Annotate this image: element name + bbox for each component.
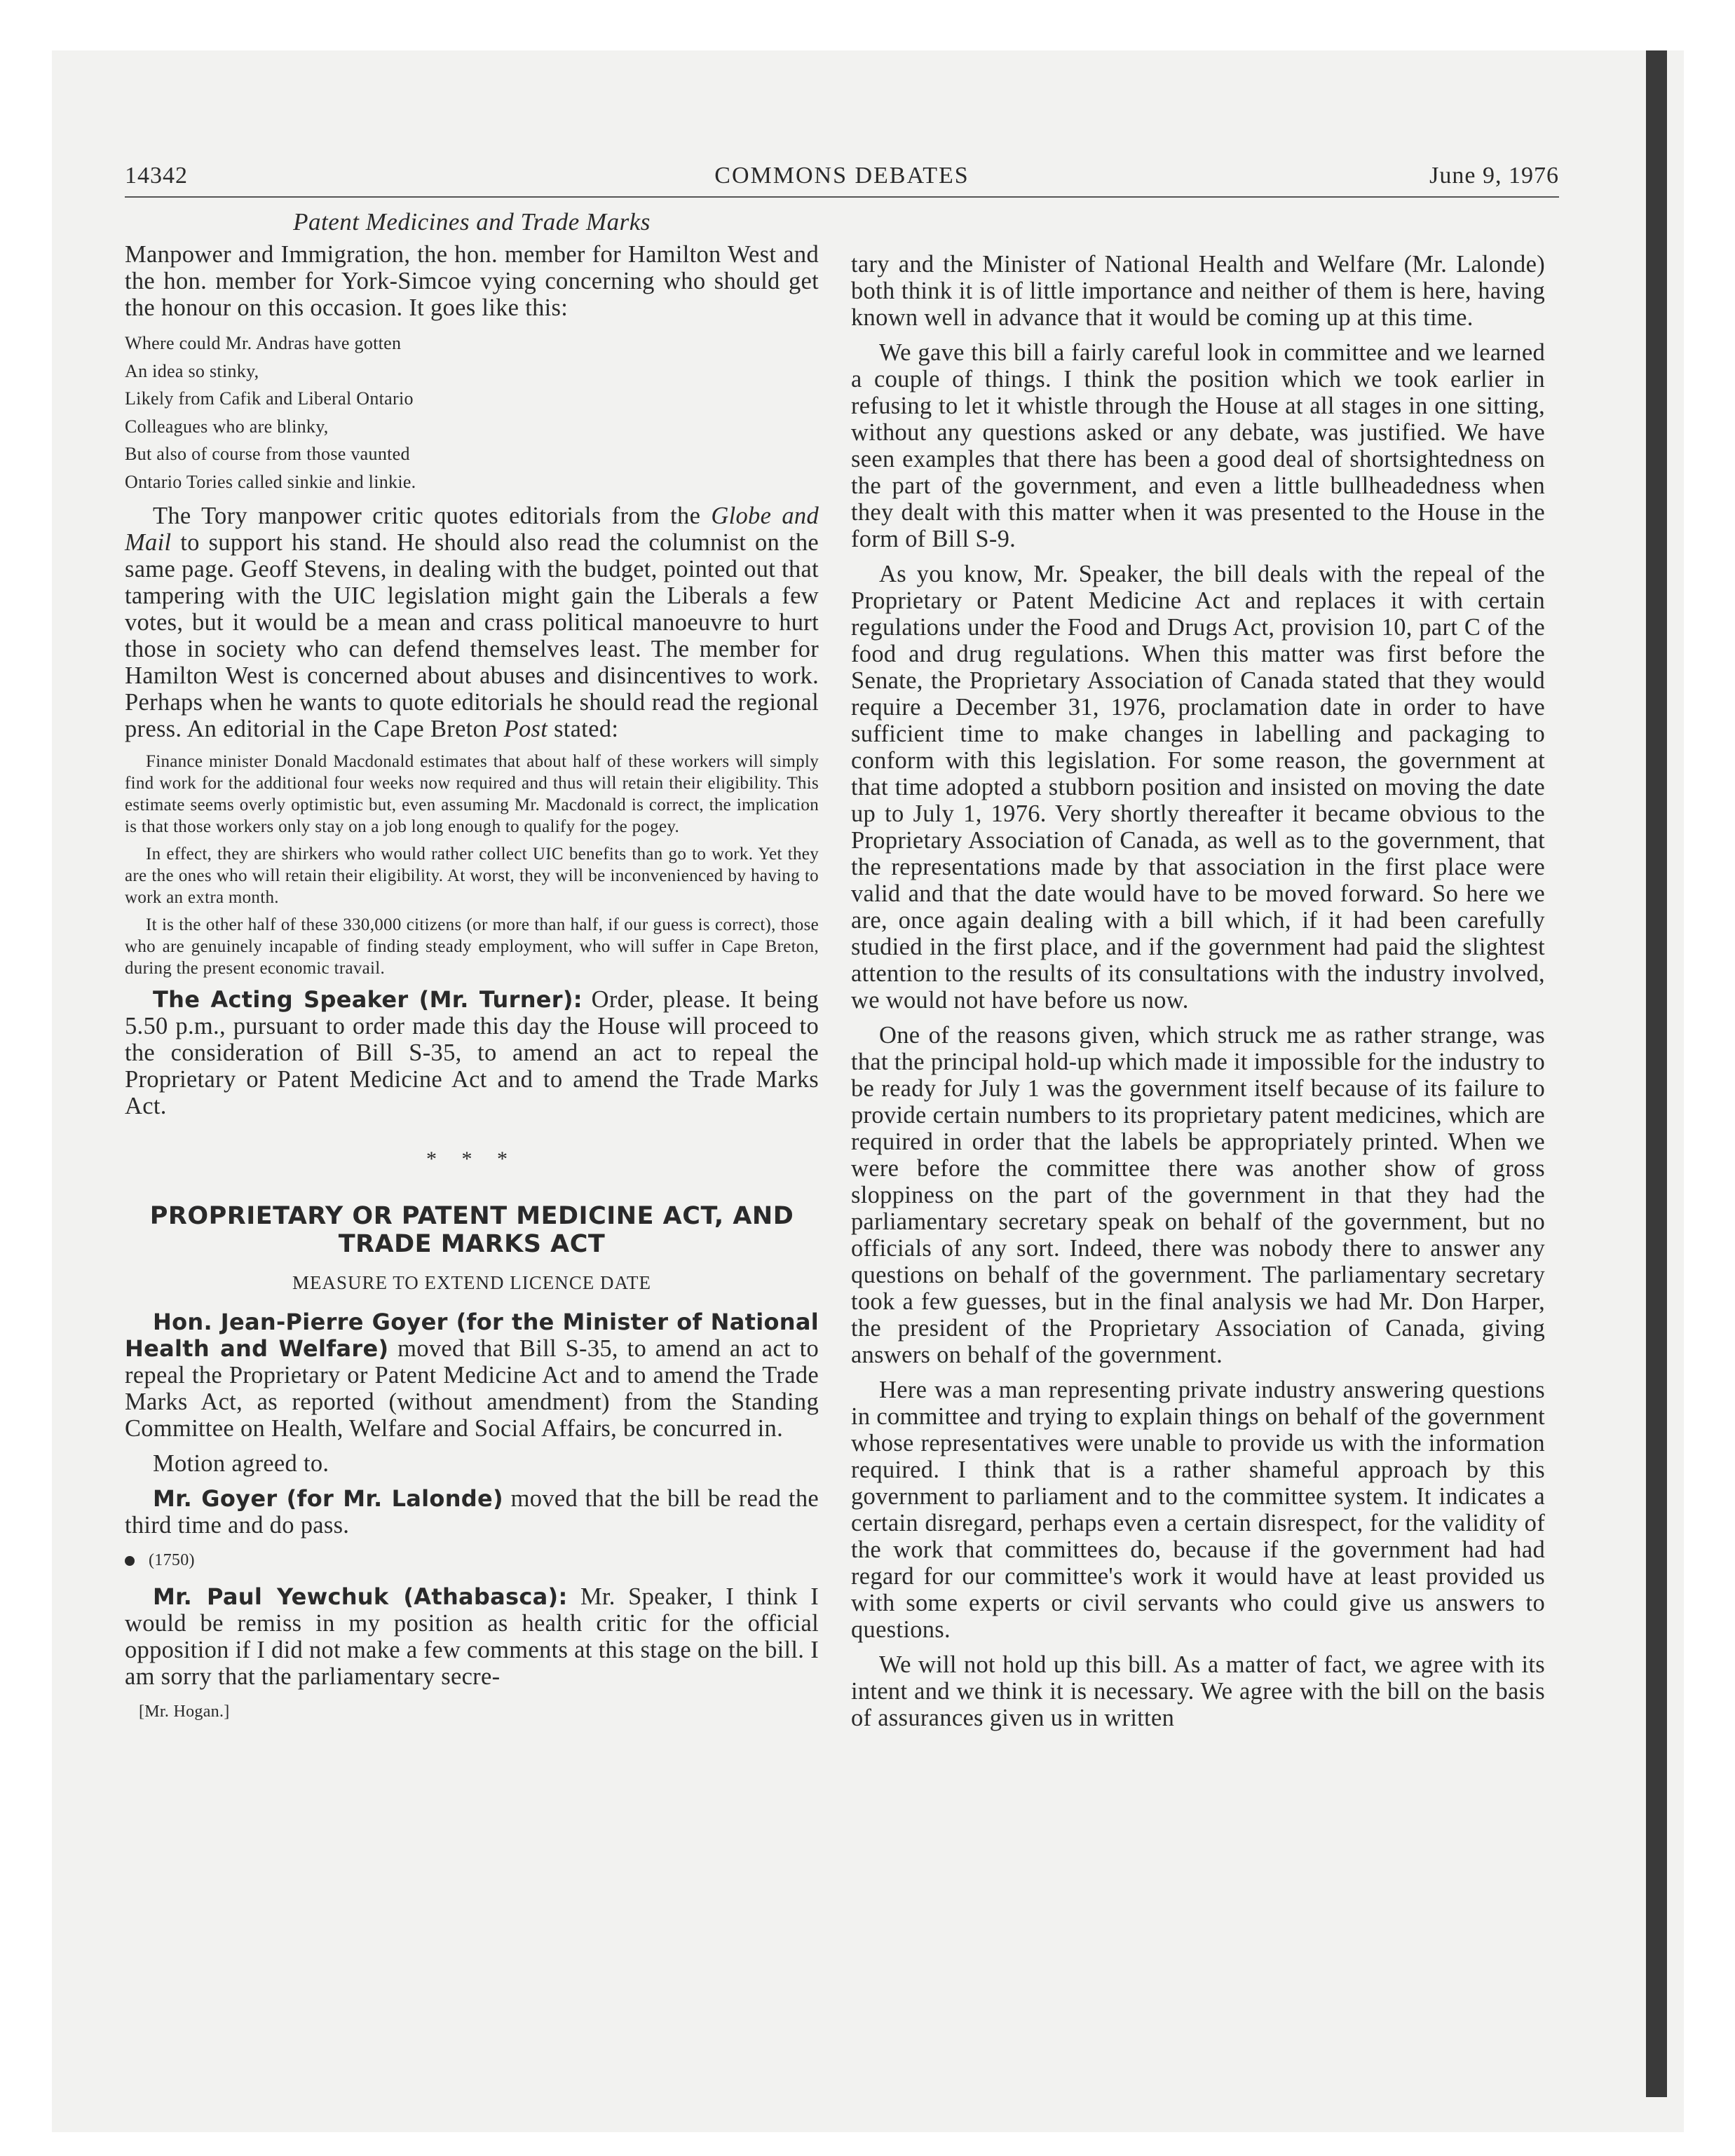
- time-marker: [125, 1547, 819, 1574]
- page-binding-edge: [1646, 50, 1667, 2097]
- text-run: to support his stand. He should also read the columnist on the same page. Geoff Stevens, in dealing with the budget, pointed out that tampering with the UIC legislation might gain the Liberals a few votes, but it would be a mean and crass political manoeuvre to hurt those in society who can defend themselves least. The member for Hamilton West is concerned about abuses and disincentives to work. Perhaps when he wants to quote editorials he should read the regional press. An editorial in the Cape Breton: [125, 529, 819, 742]
- paragraph: [125, 503, 819, 742]
- paragraph: [125, 1485, 819, 1538]
- newspaper-name: Post: [503, 716, 548, 742]
- page-footer: [Mr. Hogan.]: [139, 1703, 230, 1721]
- text-run: stated:: [547, 716, 619, 742]
- text-run: The Tory manpower critic quotes editorials from the: [153, 503, 712, 529]
- page-number: 14342: [125, 163, 188, 189]
- paragraph: [125, 1583, 819, 1690]
- block-quote: [125, 751, 819, 979]
- text-run: moved that Bill S-35, to amend an act to repeal the Proprietary or Patent Medicine Act and to amend the Trade Marks Act, as reported (without amendment) from the Standing Committee on Health, Welfare and Social Affairs, be concurred in.: [125, 1335, 819, 1442]
- paragraph: As you know, Mr. Speaker, the bill deals with the repeal of the Proprietary or Patent Medicine Act and replaces it with certain regulations under the Food and Drugs Act, provision 10, part C of the food and drug regulations. When this matter was first before the Senate, the Proprietary Association of Canada stated that they would require a December 31, 1976, proclamation date in order to have sufficient time to make changes in labelling and packaging to conform with this legislation. For some reason, the government at that time adopted a stubborn position and insisted on moving the date up to July 1, 1976. Very shortly thereafter it became obvious to the Proprietary Association of Canada, as well as to the government, that the representations made by that association in the first place were valid and that the date would have to be moved forward. So here we are, once again dealing with a bill which, if it had been carefully studied in the first place, and if the government had paid the slightest attention to the results of its consultations with the industry involved, we would not have before us now.: [851, 561, 1545, 1014]
- text-run: moved that the bill be read the third time and do pass.: [125, 1485, 819, 1538]
- quote-paragraph: It is the other half of these 330,000 citizens (or more than half, if our guess is correct), those who are genuinely incapable of finding steady employment, who will suffer in Cape Breton, during the present economic travail.: [125, 915, 819, 978]
- verse-block: [125, 329, 819, 496]
- right-column: [851, 251, 1545, 1740]
- speaker-name: Hon. Jean-Pierre Goyer (for the Minister of National Health and Welfare): [125, 1309, 819, 1362]
- section-heading: PROPRIETARY OR PATENT MEDICINE ACT, AND TRADE MARKS ACT: [149, 1202, 794, 1258]
- paragraph: We will not hold up this bill. As a matter of fact, we agree with its intent and we think it is necessary. We agree with the bill on the basis of assurances given us in written: [851, 1651, 1545, 1731]
- verse-line: But also of course from those vaunted: [125, 444, 410, 464]
- bullet-icon: [125, 1556, 135, 1566]
- publication-date: June 9, 1976: [1429, 163, 1559, 189]
- text-run: Order, please. It being 5.50 p.m., pursuant to order made this day the House will proceed to the consideration of Bill S-35, to amend an act to repeal the Proprietary or Patent Medicine Act and to amend the Trade Marks Act.: [125, 986, 819, 1119]
- speaker-name: Mr. Goyer (for Mr. Lalonde): [153, 1485, 503, 1512]
- paragraph: [125, 1309, 819, 1442]
- paragraph: One of the reasons given, which struck me as rather strange, was that the principal hold-up which made it impossible for the industry to be ready for July 1 was the government itself because of its failure to provide certain numbers to its proprietary patent medicines, which are required in order that the labels be appropriately printed. When we were before the committee there was another show of gross sloppiness on the part of the government in that they had the parliamentary secretary speak on behalf of the government, but no officials of any sort. Indeed, there was nobody there to answer any questions on behalf of the government. The parliamentary secretary took a few guesses, but in the final analysis we had Mr. Don Harper, the president of the Proprietary Association of Canada, giving answers on behalf of the government.: [851, 1022, 1545, 1368]
- time-label: (1750): [149, 1551, 195, 1569]
- verse-line: Where could Mr. Andras have gotten: [125, 333, 402, 353]
- left-column: [125, 209, 819, 1725]
- running-subhead: Patent Medicines and Trade Marks: [293, 208, 651, 236]
- text-run: Mr. Speaker, I think I would be remiss in my position as health critic for the official opposition if I did not make a few comments at this stage on the bill. I am sorry that the parliamentary secre-: [125, 1583, 819, 1690]
- speaker-name: Mr. Paul Yewchuk (Athabasca):: [153, 1583, 568, 1610]
- verse-line: Colleagues who are blinky,: [125, 416, 329, 437]
- paragraph: tary and the Minister of National Health and Welfare (Mr. Lalonde) both think it is of little importance and neither of them is here, having known well in advance that it would be coming up at this time.: [851, 251, 1545, 331]
- quote-paragraph: In effect, they are shirkers who would rather collect UIC benefits than go to work. Yet they are the ones who will retain their eligibility. At worst, they will be inconvenienced by having to work an extra month.: [125, 845, 819, 907]
- paragraph: Motion agreed to.: [153, 1450, 329, 1477]
- speaker-name: The Acting Speaker (Mr. Turner):: [153, 986, 583, 1013]
- publication-title: COMMONS DEBATES: [714, 163, 969, 189]
- verse-line: Ontario Tories called sinkie and linkie.: [125, 471, 416, 492]
- page-header: [125, 160, 1559, 198]
- section-subheading: MEASURE TO EXTEND LICENCE DATE: [292, 1272, 651, 1293]
- paragraph: We gave this bill a fairly careful look in committee and we learned a couple of things. I think the position which we took earlier in refusing to let it whistle through the House at all stages in one sitting, without any questions asked or any debate, was justified. We have seen examples that there has been a good deal of shortsightedness on the part of the government, and even a little bullheadedness when they dealt with this matter when it was presented to the House in the form of Bill S-9.: [851, 339, 1545, 552]
- verse-line: An idea so stinky,: [125, 360, 259, 381]
- section-break: * * *: [426, 1147, 517, 1171]
- paragraph: Here was a man representing private industry answering questions in committee and trying to explain things on behalf of the government whose representatives were unable to provide us with the information required. I think that is a rather shameful approach by this government to parliament and to the committee system. It indicates a certain disregard, perhaps even a certain disrespect, for the validity of the work that committees do, because if the government had had regard for our committee's work it would have at least provided us with some experts or civil servants who could give us answers to questions.: [851, 1377, 1545, 1643]
- paragraph: Manpower and Immigration, the hon. member for Hamilton West and the hon. member for York-Simcoe vying concerning who should get the honour on this occasion. It goes like this:: [125, 241, 819, 321]
- quote-paragraph: Finance minister Donald Macdonald estimates that about half of these workers will simply find work for the additional four weeks now required and thus will retain their eligibility. This estimate seems overly optimistic but, even assuming Mr. Macdonald is correct, the implication is that those workers only stay on a job long enough to qualify for the pogey.: [125, 752, 819, 836]
- paragraph: [125, 986, 819, 1119]
- newspaper-name: Globe and Mail: [125, 503, 819, 556]
- verse-line: Likely from Cafik and Liberal Ontario: [125, 388, 414, 409]
